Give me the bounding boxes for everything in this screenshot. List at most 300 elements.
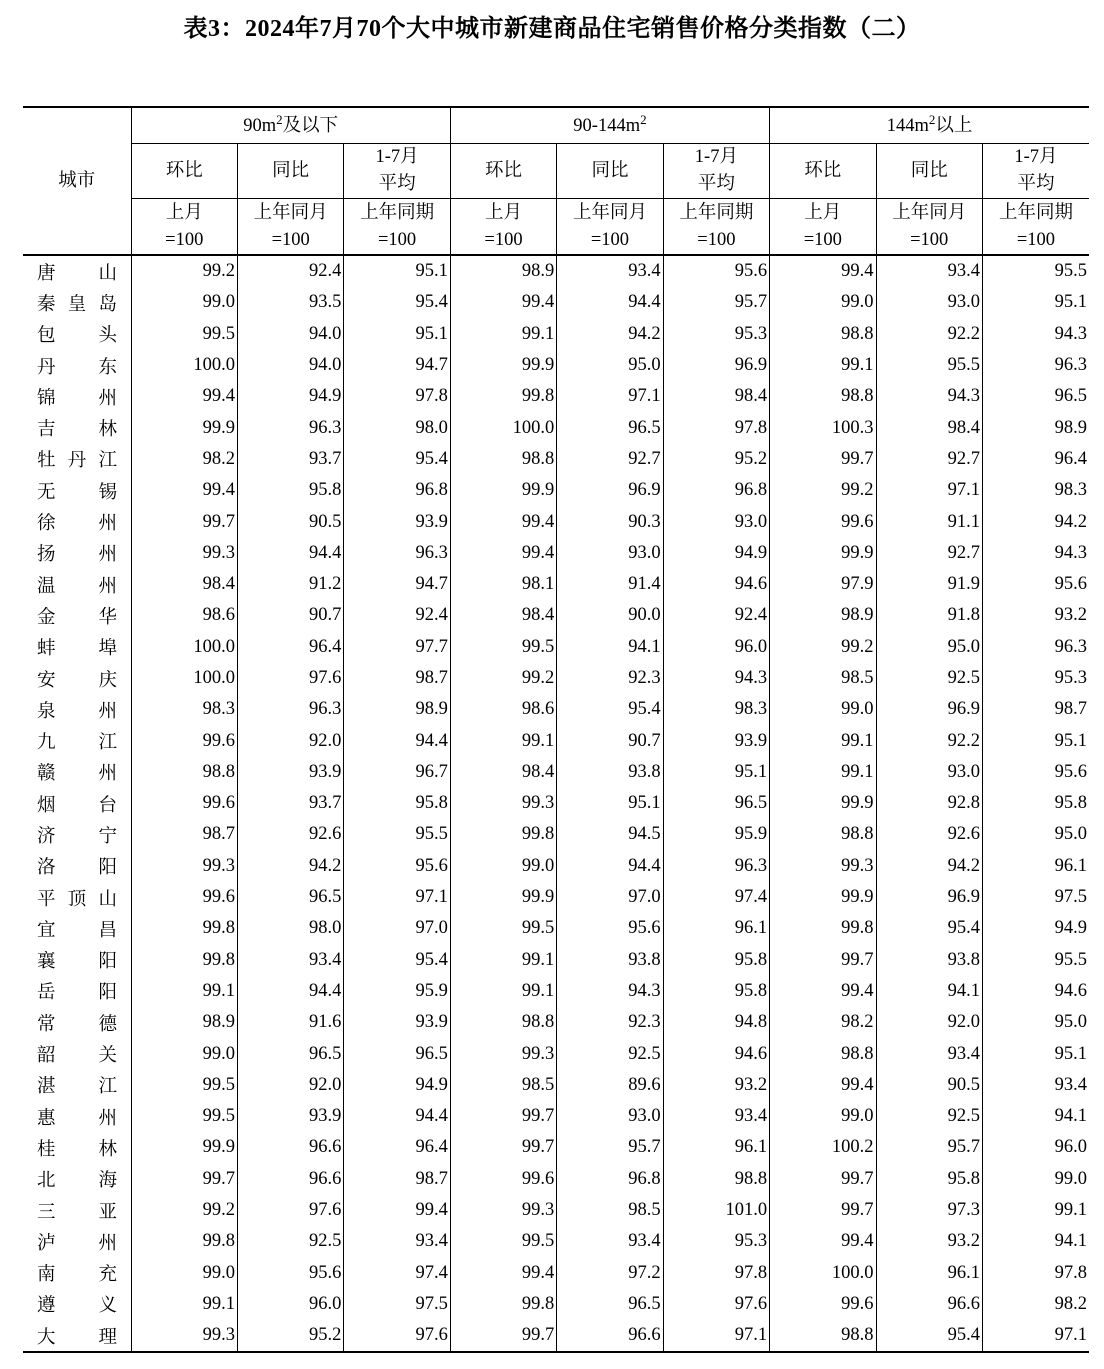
index-value-cell: 93.0 xyxy=(557,538,663,569)
city-name-cell xyxy=(23,381,131,412)
index-value-cell: 92.4 xyxy=(237,255,343,287)
index-value-cell: 99.1 xyxy=(770,350,876,381)
index-value-cell: 92.7 xyxy=(876,444,982,475)
base-header: 上年同期 =100 xyxy=(344,199,450,256)
city-name: 岳 阳 xyxy=(37,983,117,1004)
index-value-cell: 99.0 xyxy=(131,287,237,318)
table-row xyxy=(23,1132,1089,1163)
index-value-cell: 96.6 xyxy=(557,1320,663,1352)
table-row xyxy=(23,506,1089,537)
index-value-cell: 95.4 xyxy=(344,945,450,976)
index-value-cell: 92.5 xyxy=(876,1101,982,1132)
index-value-cell: 95.7 xyxy=(557,1132,663,1163)
index-value-cell: 99.6 xyxy=(131,882,237,913)
city-name: 惠 州 xyxy=(37,1108,117,1129)
city-name: 泉 州 xyxy=(37,701,117,722)
table-row xyxy=(23,350,1089,381)
price-index-table xyxy=(23,106,1089,1353)
index-value-cell: 94.0 xyxy=(237,350,343,381)
index-value-cell: 99.0 xyxy=(1054,1168,1087,1189)
index-value-cell: 95.9 xyxy=(663,819,769,850)
index-value-cell: 96.3 xyxy=(663,851,769,882)
city-name: 桂 林 xyxy=(37,1139,117,1160)
city-name-cell xyxy=(23,350,131,381)
index-value-cell: 99.1 xyxy=(450,976,556,1007)
index-value-cell: 99.3 xyxy=(770,851,876,882)
index-value-cell: 95.7 xyxy=(876,1132,982,1163)
city-name-cell xyxy=(23,882,131,913)
index-value-cell: 94.5 xyxy=(557,819,663,850)
index-value-cell: 99.8 xyxy=(131,945,237,976)
base-header: 上月 =100 xyxy=(770,199,876,256)
table-header xyxy=(23,107,1089,255)
index-value-cell: 91.8 xyxy=(876,600,982,631)
table-row xyxy=(23,569,1089,600)
index-value-cell: 94.3 xyxy=(1054,323,1087,344)
index-value-cell: 95.7 xyxy=(663,287,769,318)
index-value-cell: 92.3 xyxy=(557,663,663,694)
index-value-cell: 94.3 xyxy=(1054,542,1087,563)
index-value-cell: 99.7 xyxy=(770,1195,876,1226)
index-value-cell: 92.6 xyxy=(237,819,343,850)
index-value-cell: 99.0 xyxy=(131,1258,237,1289)
index-value-cell: 99.7 xyxy=(131,506,237,537)
index-value-cell: 95.6 xyxy=(237,1258,343,1289)
index-value-cell: 99.9 xyxy=(450,475,556,506)
index-value-cell: 94.1 xyxy=(557,632,663,663)
index-value-cell: 98.8 xyxy=(770,381,876,412)
city-name: 秦 皇 岛 xyxy=(37,294,117,315)
index-value-cell: 94.4 xyxy=(344,1101,450,1132)
city-name-cell xyxy=(23,1132,131,1163)
index-value-cell: 92.3 xyxy=(557,1007,663,1038)
index-value-cell: 95.1 xyxy=(1054,292,1087,313)
table-body xyxy=(23,255,1089,1352)
base-header: 上年同月 =100 xyxy=(557,199,663,256)
city-name: 襄 阳 xyxy=(37,952,117,973)
index-value-cell: 98.3 xyxy=(663,694,769,725)
index-value-cell: 94.4 xyxy=(557,287,663,318)
index-value-cell: 90.7 xyxy=(557,725,663,756)
city-name: 大 理 xyxy=(37,1327,117,1348)
index-value-cell: 98.5 xyxy=(450,1070,556,1101)
index-value-cell: 101.0 xyxy=(663,1195,769,1226)
index-value-cell: 94.4 xyxy=(557,851,663,882)
index-value-cell: 99.5 xyxy=(450,632,556,663)
index-value-cell: 99.7 xyxy=(770,945,876,976)
index-value-cell: 97.0 xyxy=(344,913,450,944)
index-value-cell: 96.1 xyxy=(663,913,769,944)
index-value-cell: 94.7 xyxy=(344,569,450,600)
city-name: 湛 江 xyxy=(37,1077,117,1098)
index-value-cell: 93.4 xyxy=(1054,1074,1087,1095)
table-row xyxy=(23,1038,1089,1069)
table-row xyxy=(23,1195,1089,1226)
index-value-cell: 94.4 xyxy=(237,538,343,569)
table-row xyxy=(23,1289,1089,1320)
table-row xyxy=(23,255,1089,287)
index-value-cell: 95.6 xyxy=(1054,761,1087,782)
city-column-header: 城市 xyxy=(23,107,131,255)
index-value-cell: 97.8 xyxy=(344,381,450,412)
index-value-cell: 96.3 xyxy=(1054,636,1087,657)
index-value-cell: 98.7 xyxy=(1054,699,1087,720)
city-name: 宜 昌 xyxy=(37,920,117,941)
index-value-cell: 98.8 xyxy=(770,819,876,850)
index-value-cell: 96.1 xyxy=(876,1258,982,1289)
table-row xyxy=(23,819,1089,850)
index-value-cell: 100.0 xyxy=(770,1258,876,1289)
index-value-cell: 99.8 xyxy=(450,381,556,412)
index-value-cell: 93.2 xyxy=(663,1070,769,1101)
group-header-90-and-below: $90m^2$及以下 xyxy=(131,107,450,144)
index-value-cell: 96.5 xyxy=(237,1038,343,1069)
index-value-cell: 93.4 xyxy=(344,1226,450,1257)
city-name-cell xyxy=(23,788,131,819)
group-header-144-and-above: $144m^2$以上 xyxy=(770,107,1089,144)
index-value-cell: 95.3 xyxy=(663,319,769,350)
index-value-cell: 97.1 xyxy=(982,1320,1089,1352)
city-name: 韶 关 xyxy=(37,1046,117,1067)
index-value-cell: 99.6 xyxy=(131,725,237,756)
index-value-cell: 99.2 xyxy=(131,255,237,287)
index-value-cell: 95.4 xyxy=(344,287,450,318)
index-value-cell: 97.6 xyxy=(237,663,343,694)
index-value-cell: 99.8 xyxy=(770,913,876,944)
index-value-cell: 99.6 xyxy=(131,788,237,819)
index-value-cell: 94.1 xyxy=(1054,1106,1087,1127)
index-value-cell: 95.4 xyxy=(344,444,450,475)
table-row xyxy=(23,913,1089,944)
index-value-cell: 99.9 xyxy=(770,788,876,819)
index-value-cell: 99.3 xyxy=(131,538,237,569)
index-value-cell: 98.7 xyxy=(344,663,450,694)
base-header: 上月 =100 xyxy=(131,199,237,256)
city-name: 无 锡 xyxy=(37,482,117,503)
index-value-cell: 94.9 xyxy=(237,381,343,412)
index-value-cell: 96.7 xyxy=(344,757,450,788)
city-name: 泸 州 xyxy=(37,1233,117,1254)
metric-header: 1-7月 平均 xyxy=(344,144,450,199)
index-value-cell: 98.7 xyxy=(344,1164,450,1195)
city-name: 蚌 埠 xyxy=(37,639,117,660)
city-name: 包 头 xyxy=(37,326,117,347)
index-value-cell: 94.7 xyxy=(344,350,450,381)
index-value-cell: 96.0 xyxy=(237,1289,343,1320)
index-value-cell: 97.6 xyxy=(344,1320,450,1352)
index-value-cell: 99.1 xyxy=(131,1289,237,1320)
index-value-cell: 99.2 xyxy=(131,1195,237,1226)
city-name-cell xyxy=(23,851,131,882)
index-value-cell: 98.4 xyxy=(876,412,982,443)
index-value-cell: 96.0 xyxy=(663,632,769,663)
index-value-cell: 95.1 xyxy=(1054,730,1087,751)
index-value-cell: 96.5 xyxy=(1054,386,1087,407)
index-value-cell: 96.8 xyxy=(663,475,769,506)
index-value-cell: 98.3 xyxy=(131,694,237,725)
index-value-cell: 94.4 xyxy=(344,725,450,756)
index-value-cell: 94.2 xyxy=(876,851,982,882)
index-value-cell: 92.0 xyxy=(237,725,343,756)
city-name-cell xyxy=(23,569,131,600)
index-value-cell: 92.8 xyxy=(876,788,982,819)
index-value-cell: 99.0 xyxy=(770,1101,876,1132)
index-value-cell: 93.4 xyxy=(237,945,343,976)
index-value-cell: 96.4 xyxy=(344,1132,450,1163)
city-name: 唐 山 xyxy=(37,263,117,284)
index-value-cell: 99.9 xyxy=(450,882,556,913)
table-row xyxy=(23,1101,1089,1132)
table-row xyxy=(23,1164,1089,1195)
index-value-cell: 97.7 xyxy=(344,632,450,663)
index-value-cell: 99.3 xyxy=(131,851,237,882)
index-value-cell: 89.6 xyxy=(557,1070,663,1101)
base-header: 上年同月 =100 xyxy=(237,199,343,256)
metric-header: 环比 xyxy=(131,144,237,199)
index-value-cell: 97.1 xyxy=(344,882,450,913)
metric-header: 环比 xyxy=(770,144,876,199)
city-name: 牡 丹 江 xyxy=(37,451,117,472)
index-value-cell: 90.0 xyxy=(557,600,663,631)
index-value-cell: 97.8 xyxy=(663,1258,769,1289)
index-value-cell: 90.3 xyxy=(557,506,663,537)
index-value-cell: 97.4 xyxy=(663,882,769,913)
index-value-cell: 96.3 xyxy=(237,412,343,443)
index-value-cell: 99.0 xyxy=(131,1038,237,1069)
index-value-cell: 99.4 xyxy=(770,1070,876,1101)
index-value-cell: 93.9 xyxy=(237,757,343,788)
index-value-cell: 95.8 xyxy=(1054,793,1087,814)
index-value-cell: 97.5 xyxy=(1054,887,1087,908)
city-name: 丹 东 xyxy=(37,357,117,378)
index-value-cell: 98.8 xyxy=(131,757,237,788)
table-row xyxy=(23,632,1089,663)
index-value-cell: 100.3 xyxy=(770,412,876,443)
city-name-cell xyxy=(23,913,131,944)
city-name-cell xyxy=(23,319,131,350)
index-value-cell: 96.6 xyxy=(876,1289,982,1320)
index-value-cell: 99.4 xyxy=(450,1258,556,1289)
index-value-cell: 95.8 xyxy=(663,945,769,976)
index-value-cell: 95.2 xyxy=(663,444,769,475)
index-value-cell: 99.0 xyxy=(770,287,876,318)
index-value-cell: 99.4 xyxy=(770,1226,876,1257)
index-value-cell: 93.4 xyxy=(557,1226,663,1257)
index-value-cell: 99.4 xyxy=(450,287,556,318)
index-value-cell: 98.4 xyxy=(663,381,769,412)
index-value-cell: 94.3 xyxy=(876,381,982,412)
index-value-cell: 94.2 xyxy=(237,851,343,882)
base-header: 上年同月 =100 xyxy=(876,199,982,256)
index-value-cell: 93.0 xyxy=(876,287,982,318)
index-value-cell: 95.0 xyxy=(557,350,663,381)
index-value-cell: 98.0 xyxy=(237,913,343,944)
index-value-cell: 99.5 xyxy=(131,319,237,350)
index-value-cell: 98.9 xyxy=(1054,417,1087,438)
base-header: 上年同期 =100 xyxy=(663,199,769,256)
city-name: 徐 州 xyxy=(37,514,117,535)
index-value-cell: 96.4 xyxy=(1054,448,1087,469)
index-value-cell: 99.2 xyxy=(770,632,876,663)
index-value-cell: 95.1 xyxy=(663,757,769,788)
city-name-cell xyxy=(23,1164,131,1195)
index-value-cell: 98.5 xyxy=(770,663,876,694)
index-value-cell: 93.4 xyxy=(876,255,982,287)
index-value-cell: 91.1 xyxy=(876,506,982,537)
table-row xyxy=(23,1226,1089,1257)
index-value-cell: 98.5 xyxy=(557,1195,663,1226)
index-value-cell: 99.6 xyxy=(450,1164,556,1195)
index-value-cell: 99.9 xyxy=(131,1132,237,1163)
index-value-cell: 97.0 xyxy=(557,882,663,913)
index-value-cell: 95.1 xyxy=(344,319,450,350)
index-value-cell: 96.6 xyxy=(237,1164,343,1195)
index-value-cell: 99.7 xyxy=(770,1164,876,1195)
index-value-cell: 95.2 xyxy=(237,1320,343,1352)
index-value-cell: 97.8 xyxy=(663,412,769,443)
city-name-cell xyxy=(23,287,131,318)
index-value-cell: 99.2 xyxy=(770,475,876,506)
index-value-cell: 93.0 xyxy=(876,757,982,788)
table-row xyxy=(23,412,1089,443)
index-value-cell: 99.7 xyxy=(450,1320,556,1352)
index-value-cell: 99.6 xyxy=(770,506,876,537)
index-value-cell: 95.5 xyxy=(876,350,982,381)
base-header-row xyxy=(23,199,1089,256)
index-value-cell: 97.3 xyxy=(876,1195,982,1226)
city-name-cell xyxy=(23,538,131,569)
index-value-cell: 95.9 xyxy=(344,976,450,1007)
index-value-cell: 98.9 xyxy=(770,600,876,631)
index-value-cell: 99.4 xyxy=(450,506,556,537)
index-value-cell: 98.8 xyxy=(450,444,556,475)
index-value-cell: 94.1 xyxy=(876,976,982,1007)
index-value-cell: 98.8 xyxy=(770,1320,876,1352)
index-value-cell: 96.5 xyxy=(663,788,769,819)
index-value-cell: 93.7 xyxy=(237,444,343,475)
index-value-cell: 96.6 xyxy=(237,1132,343,1163)
index-value-cell: 98.1 xyxy=(450,569,556,600)
index-value-cell: 96.9 xyxy=(663,350,769,381)
table-row xyxy=(23,1007,1089,1038)
index-value-cell: 92.5 xyxy=(557,1038,663,1069)
city-name-cell xyxy=(23,600,131,631)
index-value-cell: 92.2 xyxy=(876,725,982,756)
index-value-cell: 99.3 xyxy=(450,1038,556,1069)
index-value-cell: 95.0 xyxy=(1054,1012,1087,1033)
metric-header: 同比 xyxy=(557,144,663,199)
city-name: 温 州 xyxy=(37,576,117,597)
index-value-cell: 99.5 xyxy=(131,1101,237,1132)
index-value-cell: 95.3 xyxy=(663,1226,769,1257)
index-value-cell: 99.2 xyxy=(450,663,556,694)
index-value-cell: 95.8 xyxy=(663,976,769,1007)
city-name: 三 亚 xyxy=(37,1202,117,1223)
index-value-cell: 90.7 xyxy=(237,600,343,631)
index-value-cell: 97.8 xyxy=(1054,1262,1087,1283)
table-row xyxy=(23,600,1089,631)
table-row xyxy=(23,1320,1089,1352)
index-value-cell: 99.5 xyxy=(131,1070,237,1101)
index-value-cell: 99.6 xyxy=(770,1289,876,1320)
index-value-cell: 97.5 xyxy=(344,1289,450,1320)
table-row xyxy=(23,444,1089,475)
index-value-cell: 98.2 xyxy=(770,1007,876,1038)
index-value-cell: 99.7 xyxy=(450,1132,556,1163)
index-value-cell: 92.7 xyxy=(557,444,663,475)
metric-header: 1-7月 平均 xyxy=(1014,147,1058,194)
index-value-cell: 99.4 xyxy=(344,1195,450,1226)
city-name-cell xyxy=(23,1101,131,1132)
index-value-cell: 93.4 xyxy=(663,1101,769,1132)
index-value-cell: 95.6 xyxy=(663,255,769,287)
index-value-cell: 93.9 xyxy=(344,506,450,537)
index-value-cell: 91.6 xyxy=(237,1007,343,1038)
index-value-cell: 99.1 xyxy=(450,319,556,350)
index-value-cell: 99.9 xyxy=(450,350,556,381)
city-name-cell xyxy=(23,1226,131,1257)
index-value-cell: 91.2 xyxy=(237,569,343,600)
index-value-cell: 95.5 xyxy=(1054,261,1087,282)
index-value-cell: 99.0 xyxy=(770,694,876,725)
city-name: 金 华 xyxy=(37,607,117,628)
index-value-cell: 98.0 xyxy=(344,412,450,443)
table-row xyxy=(23,538,1089,569)
index-value-cell: 96.9 xyxy=(876,694,982,725)
table-row xyxy=(23,976,1089,1007)
index-value-cell: 99.1 xyxy=(770,757,876,788)
index-value-cell: 100.0 xyxy=(131,663,237,694)
city-name-cell xyxy=(23,819,131,850)
index-value-cell: 96.8 xyxy=(344,475,450,506)
index-value-cell: 95.8 xyxy=(237,475,343,506)
city-name-cell xyxy=(23,945,131,976)
index-value-cell: 92.7 xyxy=(876,538,982,569)
index-value-cell: 98.6 xyxy=(131,600,237,631)
index-value-cell: 100.0 xyxy=(450,412,556,443)
index-value-cell: 98.3 xyxy=(1054,480,1087,501)
index-value-cell: 92.4 xyxy=(344,600,450,631)
index-value-cell: 96.5 xyxy=(344,1038,450,1069)
index-value-cell: 94.3 xyxy=(557,976,663,1007)
table-row xyxy=(23,788,1089,819)
index-value-cell: 94.8 xyxy=(663,1007,769,1038)
index-value-cell: 100.0 xyxy=(131,632,237,663)
metric-header: 同比 xyxy=(876,144,982,199)
index-value-cell: 99.8 xyxy=(131,1226,237,1257)
index-value-cell: 93.0 xyxy=(557,1101,663,1132)
city-name-cell xyxy=(23,694,131,725)
index-value-cell: 99.7 xyxy=(131,1164,237,1195)
index-value-cell: 93.9 xyxy=(237,1101,343,1132)
index-value-cell: 97.6 xyxy=(663,1289,769,1320)
index-value-cell: 95.8 xyxy=(876,1164,982,1195)
index-value-cell: 99.1 xyxy=(450,725,556,756)
index-value-cell: 99.0 xyxy=(450,851,556,882)
index-value-cell: 96.3 xyxy=(1054,355,1087,376)
city-name-cell xyxy=(23,725,131,756)
city-name-cell xyxy=(23,976,131,1007)
index-value-cell: 97.2 xyxy=(557,1258,663,1289)
index-value-cell: 95.0 xyxy=(1054,824,1087,845)
table-row xyxy=(23,882,1089,913)
index-value-cell: 96.8 xyxy=(557,1164,663,1195)
table-row xyxy=(23,694,1089,725)
index-value-cell: 97.1 xyxy=(663,1320,769,1352)
city-name-cell xyxy=(23,1195,131,1226)
index-value-cell: 95.1 xyxy=(1054,1043,1087,1064)
index-value-cell: 98.8 xyxy=(450,1007,556,1038)
